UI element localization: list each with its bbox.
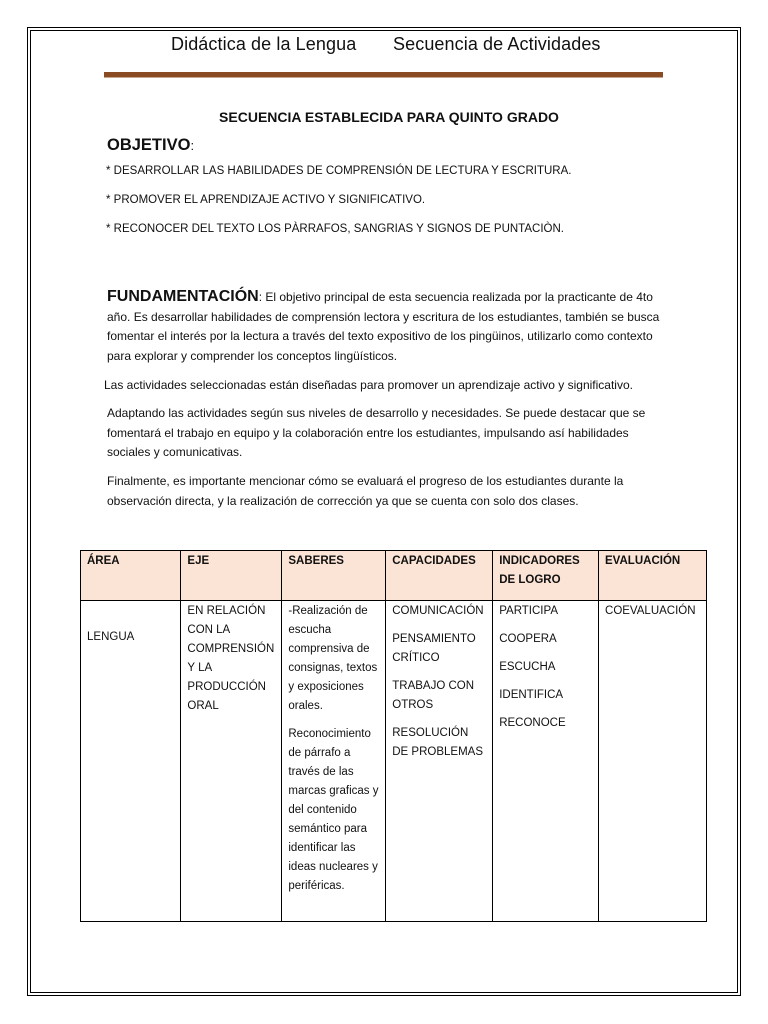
eje-cell: EN RELACIÓN CON LA COMPRENSIÓN Y LA PRODUCCIÓN ORAL <box>181 601 282 922</box>
indicador-item: PARTICIPA <box>499 605 558 617</box>
fundamentacion-heading: FUNDAMENTACIÓN <box>107 288 259 305</box>
saberes-item: Reconocimiento de párrafo a través de las marcas graficas y del contenido semántico para identificar las ideas nucleares y periféricas. <box>288 728 379 892</box>
objetivo-heading-text: OBJETIVO <box>107 136 191 154</box>
area-value: LENGUA <box>87 631 135 643</box>
capacidades-cell <box>386 601 493 922</box>
fundamentacion-paragraph-3: Adaptando las actividades según sus niveles de desarrollo y necesidades. Se puede destacar que se fomentará el trabajo en equipo y la colaboración entre los estudiantes, impulsando así habilidades sociales y comunicativas. <box>107 406 646 459</box>
capacidad-item: TRABAJO CON OTROS <box>392 680 475 711</box>
table-header-cell: INDICADORES DE LOGRO <box>493 551 599 601</box>
saberes-item: -Realización de escucha comprensiva de consignas, textos y exposiciones orales. <box>288 605 378 712</box>
fundamentacion-paragraph <box>107 287 667 366</box>
objetivo-colon: : <box>190 138 195 153</box>
table-header-row <box>81 551 707 601</box>
area-cell <box>81 601 181 922</box>
objetivo-item: * DESARROLLAR LAS HABILIDADES DE COMPRENSIÓN DE LECTURA Y ESCRITURA. <box>106 165 572 177</box>
indicadores-cell <box>493 601 599 922</box>
table-header-cell: ÁREA <box>81 551 181 601</box>
table-header-cell: EVALUACIÓN <box>599 551 707 601</box>
fundamentacion-paragraph-4: Finalmente, es importante mencionar cómo se evaluará el progreso de los estudiantes durante la observación directa, y la realización de corrección ya que se cuenta con solo dos clases. <box>107 474 624 508</box>
evaluacion-cell: COEVALUACIÓN <box>599 601 707 922</box>
fundamentacion-paragraph-2: Las actividades seleccionadas están diseñadas para promover un aprendizaje activo y significativo. <box>104 378 633 392</box>
table-header-cell: SABERES <box>282 551 386 601</box>
capacidad-item: PENSAMIENTO CRÍTICO <box>392 633 476 664</box>
document-title: SECUENCIA ESTABLECIDA PARA QUINTO GRADO <box>219 109 559 125</box>
indicador-item: RECONOCE <box>499 717 566 729</box>
sequence-table <box>80 550 707 922</box>
objetivo-item: * RECONOCER DEL TEXTO LOS PÀRRAFOS, SANGRIAS Y SIGNOS DE PUNTACIÒN. <box>106 223 564 235</box>
capacidad-item: COMUNICACIÓN <box>392 605 484 617</box>
header-subject: Didáctica de la Lengua <box>171 34 357 54</box>
objetivo-item: * PROMOVER EL APRENDIZAJE ACTIVO Y SIGNIFICATIVO. <box>106 194 426 206</box>
capacidad-item: RESOLUCIÓN DE PROBLEMAS <box>392 727 483 758</box>
table-header-cell: CAPACIDADES <box>386 551 493 601</box>
fundamentacion-text: : El objetivo principal de esta secuencia realizada por la practicante de 4to año. Es desarrollar habilidades de comprensión lectora y escritura de los estudiantes, también se busca fomentar el interés por la lectura a través del texto expositivo de los pingüinos, utilizarlo como contexto para explorar y comprender los conceptos lingüísticos. <box>107 290 660 363</box>
indicador-item: ESCUCHA <box>499 661 556 673</box>
table-row <box>81 601 707 922</box>
saberes-cell <box>282 601 386 922</box>
objetivo-heading <box>107 136 194 155</box>
indicador-item: COOPERA <box>499 633 557 645</box>
indicador-item: IDENTIFICA <box>499 689 564 701</box>
header-rule <box>104 72 663 78</box>
header-document-type: Secuencia de Actividades <box>393 34 601 54</box>
table-header-cell: EJE <box>181 551 282 601</box>
